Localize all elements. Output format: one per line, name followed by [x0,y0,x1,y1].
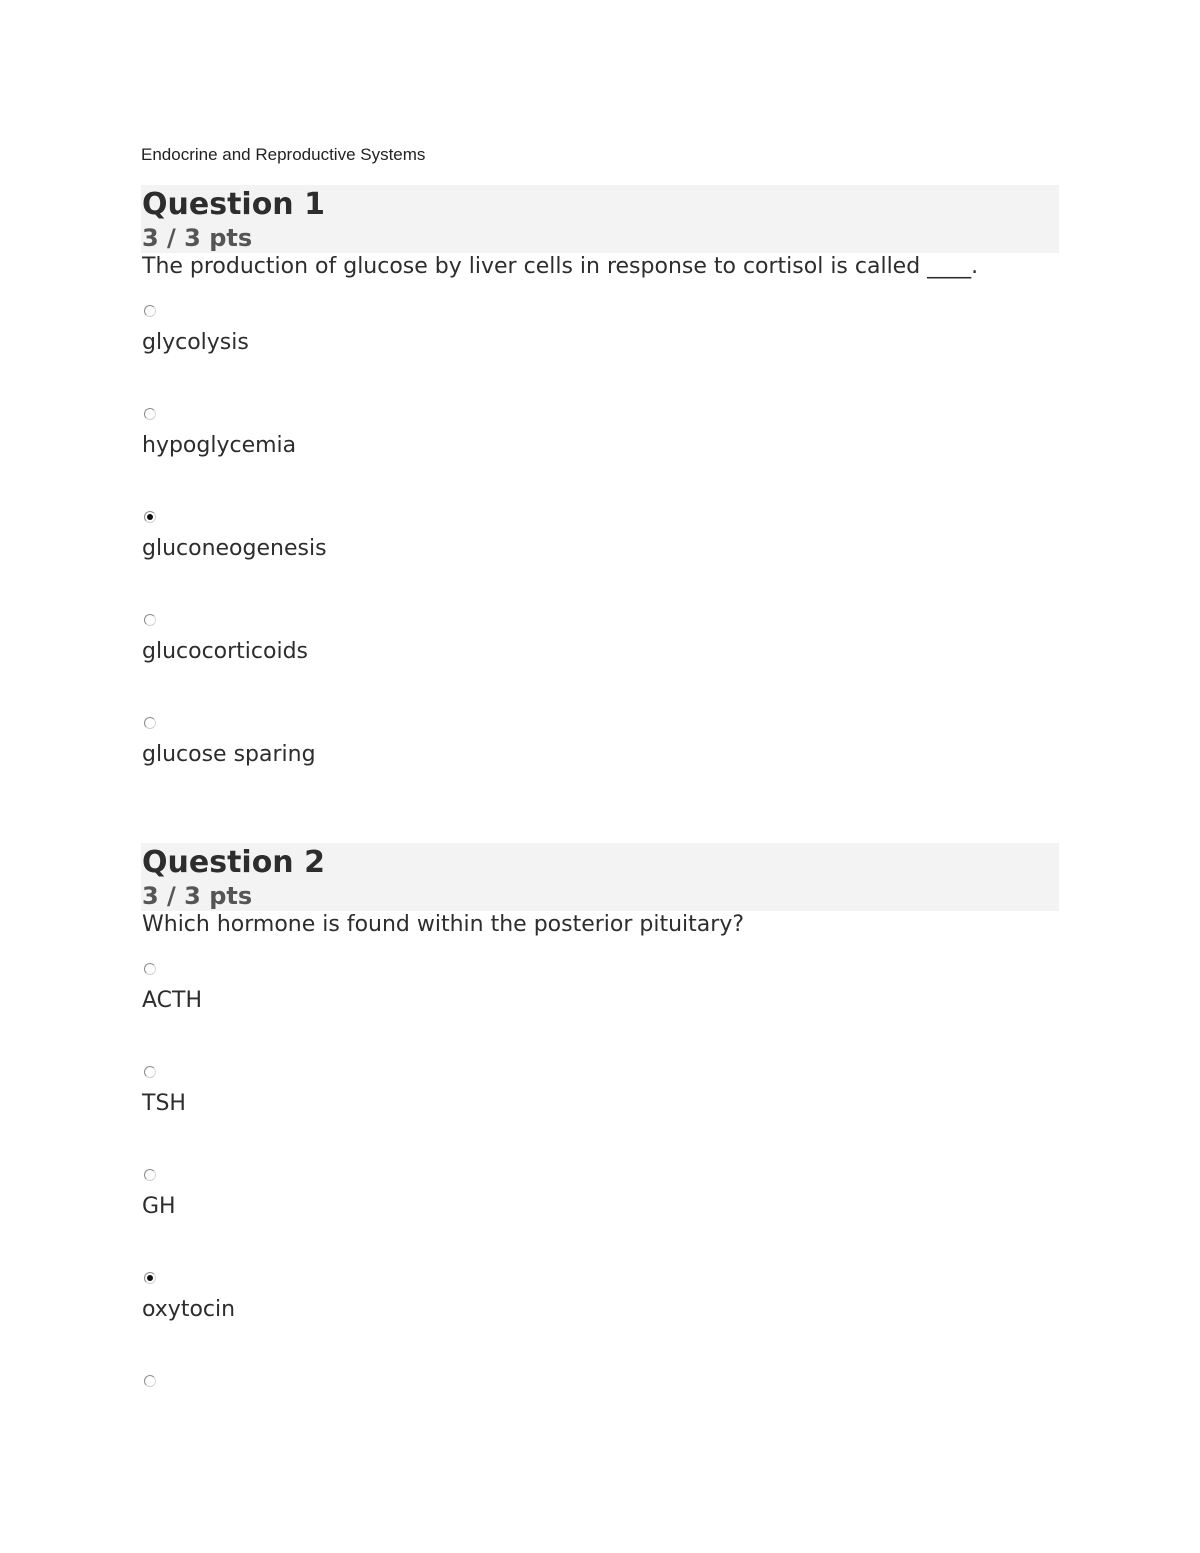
answer-label: glucose sparing [142,742,316,767]
answer-label: glycolysis [142,330,249,355]
answer-label: ACTH [142,988,203,1013]
question-title: Question 2 [142,845,325,880]
radio-button[interactable] [144,963,156,975]
radio-button[interactable] [144,1169,156,1181]
radio-button[interactable] [144,408,156,420]
question-text: Which hormone is found within the posterior pituitary? [142,912,745,937]
radio-button[interactable] [144,305,156,317]
answer-label: gluconeogenesis [142,536,327,561]
question-header [141,185,1059,253]
radio-button[interactable] [144,717,156,729]
answer-label: glucocorticoids [142,639,309,664]
radio-button[interactable] [144,511,156,523]
radio-button[interactable] [144,614,156,626]
question-title: Question 1 [142,187,325,222]
radio-button[interactable] [144,1375,156,1387]
question-header [141,843,1059,911]
radio-button[interactable] [144,1272,156,1284]
answer-label: oxytocin [142,1297,236,1322]
answer-label: hypoglycemia [142,433,297,458]
radio-button[interactable] [144,1066,156,1078]
question-points: 3 / 3 pts [142,224,253,252]
question-text: The production of glucose by liver cells in response to cortisol is called ____. [142,254,979,279]
answer-label: GH [142,1194,176,1219]
document-title: Endocrine and Reproductive Systems [141,145,426,164]
answer-label: TSH [142,1091,186,1116]
question-points: 3 / 3 pts [142,882,253,910]
